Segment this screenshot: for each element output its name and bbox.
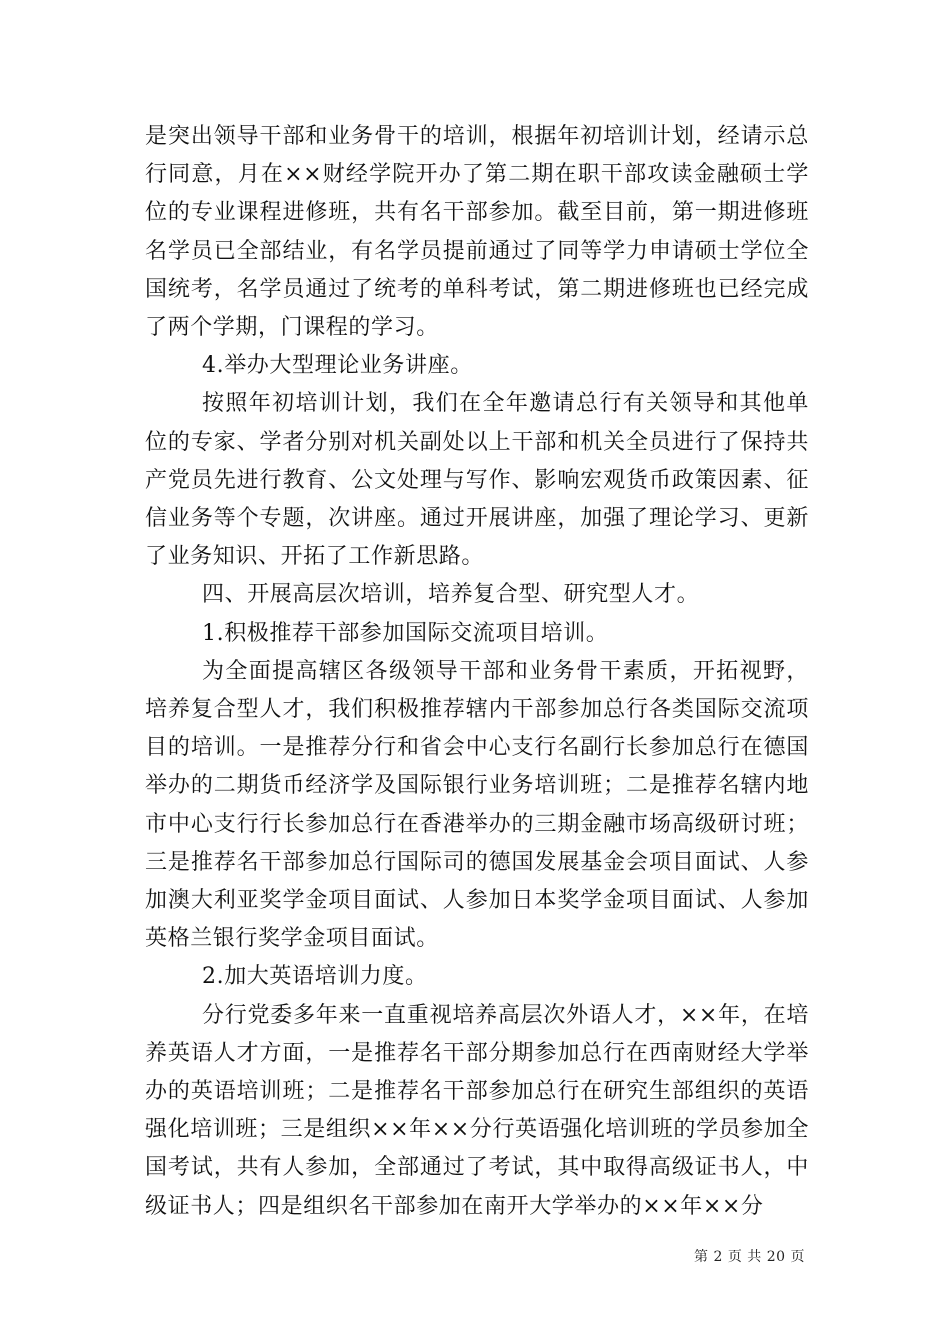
- page-footer: 第 2 页 共 20 页: [694, 1249, 805, 1265]
- paragraph-2: 按照年初培训计划，我们在全年邀请总行有关领导和其他单位的专家、学者分别对机关副处以上干部和机关全员进行了保持共产党员先进行教育、公文处理与写作、影响宏观货币政策因素、征信业务等个专题，次讲座。通过开展讲座，加强了理论学习、更新了业务知识、开拓了工作新思路。: [145, 391, 809, 570]
- section-heading-4: 4.举办大型理论业务讲座。: [202, 353, 473, 379]
- section-heading-2: 2.加大英语培训力度。: [202, 964, 428, 990]
- document-body: [145, 118, 809, 1226]
- section-heading-1: 1.积极推荐干部参加国际交流项目培训。: [202, 620, 609, 646]
- paragraph-1: 是突出领导干部和业务骨干的培训，根据年初培训计划，经请示总行同意，月在××财经学院开办了第二期在职干部攻读金融硕士学位的专业课程进修班，共有名干部参加。截至目前，第一期进修班名学员已全部结业，有名学员提前通过了同等学力申请硕士学位全国统考，名学员通过了统考的单科考试，第二期进修班也已经完成了两个学期，门课程的学习。: [145, 124, 809, 341]
- paragraph-4: 分行党委多年来一直重视培养高层次外语人才，××年，在培养英语人才方面，一是推荐名干部分期参加总行在西南财经大学举办的英语培训班；二是推荐名干部参加总行在研究生部组织的英语强化培训班；三是组织××年××分行英语强化培训班的学员参加全国考试，共有人参加，全部通过了考试，其中取得高级证书人，中级证书人；四是组织名干部参加在南开大学举办的××年××分: [145, 1002, 809, 1219]
- paragraph-3: 为全面提高辖区各级领导干部和业务骨干素质，开拓视野，培养复合型人才，我们积极推荐辖内干部参加总行各类国际交流项目的培训。一是推荐分行和省会中心支行名副行长参加总行在德国举办的二期货币经济学及国际银行业务培训班；二是推荐名辖内地市中心支行行长参加总行在香港举办的三期金融市场高级研讨班；三是推荐名干部参加总行国际司的德国发展基金会项目面试、人参加澳大利亚奖学金项目面试、人参加日本奖学金项目面试、人参加英格兰银行奖学金项目面试。: [145, 658, 809, 952]
- section-heading-four: 四、开展高层次培训，培养复合型、研究型人才。: [202, 582, 700, 608]
